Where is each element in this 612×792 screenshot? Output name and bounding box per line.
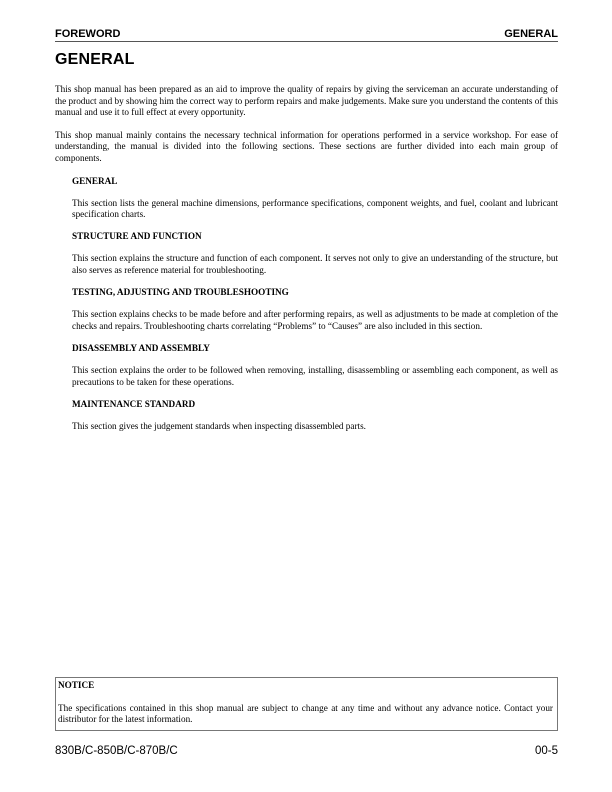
notice-box [55,677,558,731]
section-heading: STRUCTURE AND FUNCTION [72,231,202,242]
section-text: This section explains checks to be made before and after performing repairs, as well as adjustments to be made at completion of the checks and repairs. Troubleshooting charts correlating “Problems” to “Causes” are also included in this section. [72,309,558,331]
section-text: This section lists the general machine dimensions, performance specifications, component weights, and fuel, coolant and lubricant specification charts. [72,197,558,220]
section-text: This section gives the judgement standards when inspecting disassembled parts. [72,420,366,431]
section-disassembly-assembly [55,343,558,388]
section-structure-and-function [55,231,558,276]
section-testing-adjusting [55,287,558,332]
section-heading: DISASSEMBLY AND ASSEMBLY [72,342,210,353]
running-header [55,26,558,42]
page-body [55,84,558,443]
header-chapter: FOREWORD [55,28,121,40]
notice-heading: NOTICE [58,680,95,690]
footer-model: 830B/C-850B/C-870B/C [55,745,178,757]
page-title: GENERAL [55,51,135,68]
intro-paragraph: This shop manual mainly contains the necessary technical information for operations performed in a service workshop. For ease of understanding, the manual is divided into the following sections. These sections are further divided into each main group of components. [55,129,558,163]
footer-page-number: 00-5 [534,745,558,757]
section-heading: MAINTENANCE STANDARD [72,398,196,409]
section-general [55,176,558,221]
section-maintenance-standard [55,399,558,433]
section-text: This section explains the structure and function of each component. It serves not only to give an understanding of the structure, but also serves as reference material for troubleshooting. [72,253,558,276]
section-heading: TESTING, ADJUSTING AND TROUBLESHOOTING [72,287,289,298]
section-heading: GENERAL [72,175,118,186]
header-section: GENERAL [504,28,558,40]
intro-paragraph: This shop manual has been prepared as an aid to improve the quality of repairs by giving the serviceman an accurate understanding of the product and by showing him the correct way to perform repairs and make judgements. Make sure you understand the contents of this manual and use it to full effect at every opportunity. [55,84,558,118]
notice-text: The specifications contained in this shop manual are subject to change at any time and without any advance notice. Contact your distributor for the latest information. [58,702,553,725]
page-footer [55,745,558,757]
section-text: This section explains the order to be followed when removing, installing, disassembling or assembling each component, as well as precautions to be taken for these operations. [72,365,558,387]
